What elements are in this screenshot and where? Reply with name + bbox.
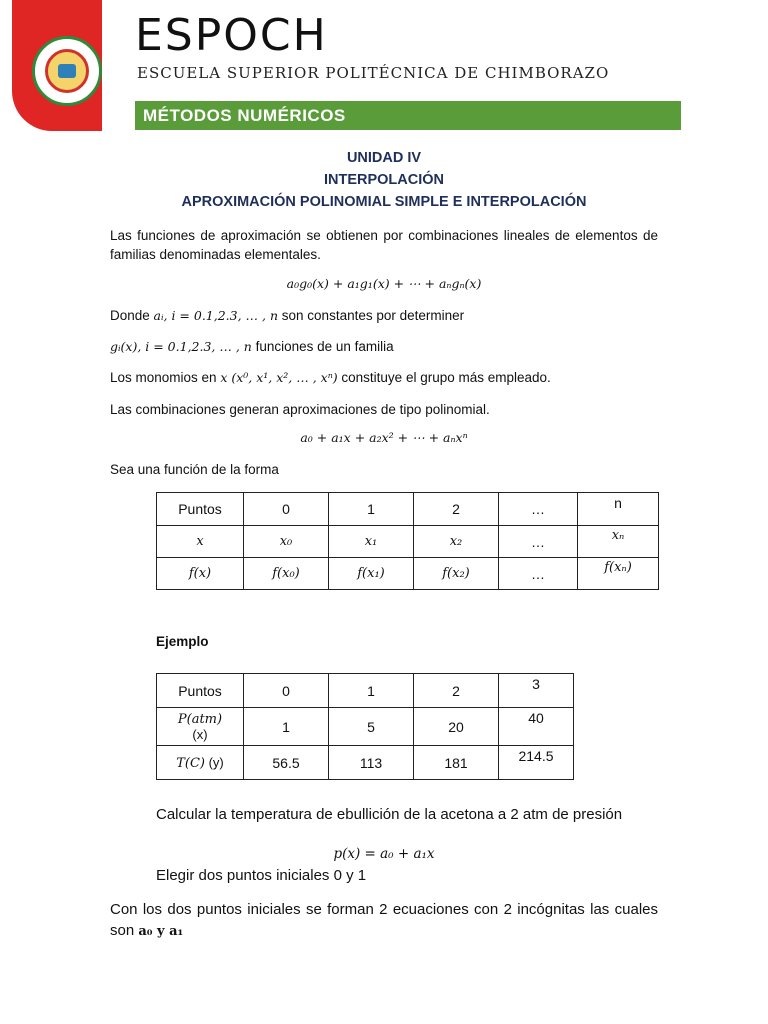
table-cell: 0 [244,493,329,526]
example-problem: Calcular la temperatura de ebullición de la acetona a 2 atm de presión [156,806,623,823]
table-cell: … [499,526,578,558]
brand-subtitle: ESCUELA SUPERIOR POLITÉCNICA DE CHIMBORAZO [137,64,610,82]
table-cell: Puntos [157,493,244,526]
table-row [157,674,574,708]
topic-title: INTERPOLACIÓN [323,172,445,188]
table-cell: 2 [414,493,499,526]
table-cell: 1 [244,708,329,746]
table-cell: xₙ [578,526,659,558]
table-cell: 0 [244,674,329,708]
table-cell: f(x₀) [244,558,329,590]
table-cell: 1 [329,674,414,708]
text: constituye el grupo más empleado. [337,370,551,385]
equation-combination: a₀g₀(x) + a₁g₁(x) + ⋯ + aₙgₙ(x) [286,276,482,291]
row-label-text: (y) [204,755,224,770]
table-cell: 3 [499,674,574,708]
text: Con los dos puntos iniciales se forman 2 ecuaciones con 2 incógnitas las cuales son [110,901,658,939]
table-cell: 5 [329,708,414,746]
table-cell [157,746,244,780]
seal-emblem-icon [45,49,89,93]
table-cell: 56.5 [244,746,329,780]
example-table [156,673,574,780]
row-label-text: (x) [192,726,208,742]
table-cell: 214.5 [499,746,574,780]
course-banner [135,101,681,130]
table-row [157,526,659,558]
subtopic-title: APROXIMACIÓN POLINOMIAL SIMPLE E INTERPOLACIÓN [181,194,587,210]
table-cell: x₂ [414,526,499,558]
example-heading: Ejemplo [156,634,209,649]
paragraph-function-form: Sea una función de la forma [110,462,279,477]
brand-name: ESPOCH [135,10,328,61]
text: Los monomios en [110,370,221,385]
unit-title: UNIDAD IV [346,150,422,166]
table-cell: 20 [414,708,499,746]
example-step: Elegir dos puntos iniciales 0 y 1 [156,867,367,884]
math-inline: a₀ y a₁ [138,924,184,939]
general-table [156,492,659,590]
university-seal-icon [32,36,102,106]
table-cell: f(x) [157,558,244,590]
course-title: MÉTODOS NUMÉRICOS [143,106,346,125]
table-cell: n [578,493,659,526]
table-cell: 113 [329,746,414,780]
table-cell: x₀ [244,526,329,558]
table-cell: x [157,526,244,558]
table-cell: f(x₁) [329,558,414,590]
table-row [157,746,574,780]
table-cell: Puntos [157,674,244,708]
paragraph-monomials [110,368,551,387]
table-row [157,558,659,590]
paragraph-coefficients [110,306,464,325]
table-cell: … [499,558,578,590]
seal-shield-icon [58,64,76,78]
math-inline: gᵢ(x), i = 0.1,2.3, … , n [110,339,252,354]
row-label-math: P(atm) [177,711,223,727]
paragraph-functions [110,337,394,356]
equation-linear: p(x) = a₀ + a₁x [333,846,435,862]
intro-paragraph: Las funciones de aproximación se obtienen por combinaciones lineales de elementos de familias denominadas elementales. [110,228,658,262]
text: son constantes por determiner [278,308,465,323]
logo-banner [12,0,102,131]
table-cell: 1 [329,493,414,526]
text: Donde [110,308,154,323]
paragraph-polynomial: Las combinaciones generan aproximaciones de tipo polinomial. [110,402,490,417]
equation-polynomial: a₀ + a₁x + a₂x² + ⋯ + aₙxⁿ [300,430,468,445]
table-row [157,493,659,526]
table-cell [157,708,244,746]
table-cell: f(x₂) [414,558,499,590]
table-cell: 2 [414,674,499,708]
table-cell: x₁ [329,526,414,558]
table-cell: f(xₙ) [578,558,659,590]
example-equations [110,899,658,942]
table-cell: 181 [414,746,499,780]
text: funciones de un familia [251,339,394,354]
table-cell: 40 [499,708,574,746]
math-inline: aᵢ, i = 0.1,2.3, … , n [153,308,279,323]
table-row [157,708,574,746]
row-label-math: T(C) [176,756,205,771]
table-cell: … [499,493,578,526]
math-inline: x (x⁰, x¹, x², … , xⁿ) [220,370,338,385]
